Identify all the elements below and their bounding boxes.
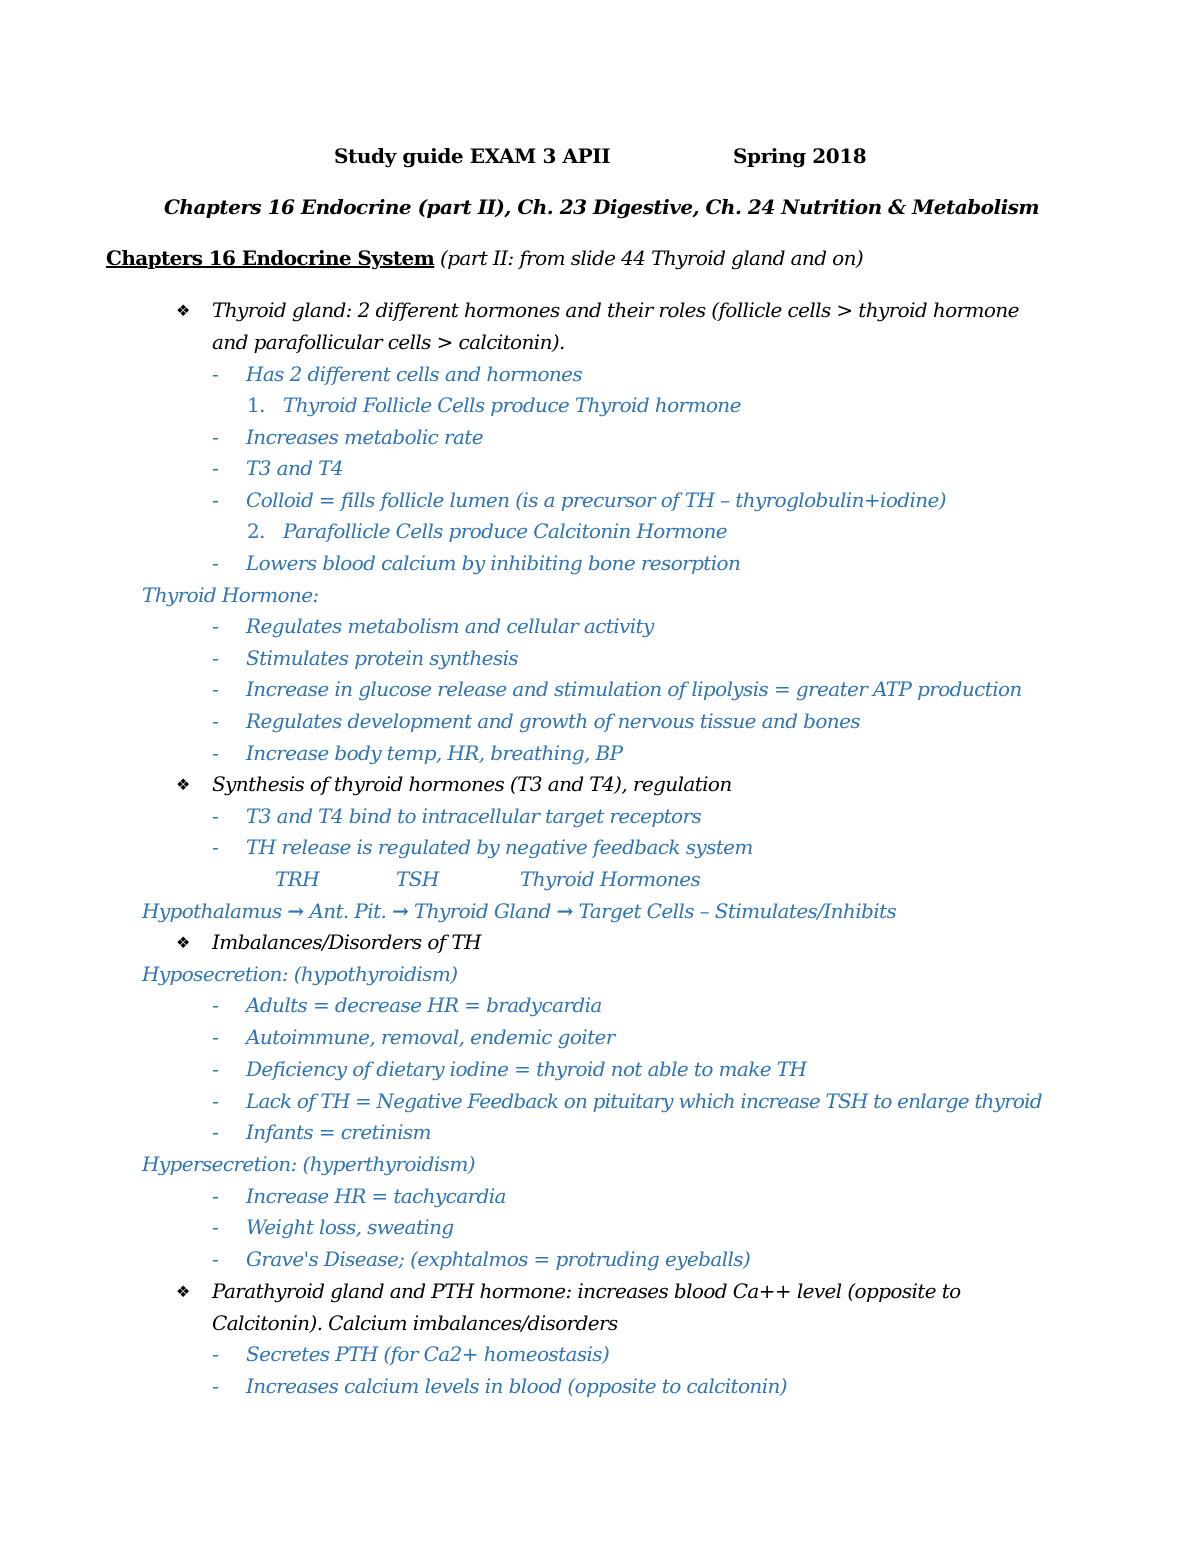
pathway-label-trh: TRH [275,867,320,891]
dash-icon: - [212,1120,219,1144]
bullet-text-line2: Calcitonin). Calcium imbalances/disorders [212,1311,618,1335]
diamond-bullet-icon: ❖ [176,933,190,952]
dash-icon: - [212,741,219,765]
bullet-text-line1: Parathyroid gland and PTH hormone: increases blood Ca++ level (opposite to [212,1279,961,1303]
dash-icon: - [212,993,219,1017]
section-heading: Chapters 16 Endocrine System [106,246,435,270]
dash-icon: - [212,362,219,386]
diamond-bullet-icon: ❖ [176,301,190,320]
dash-icon: - [212,1184,219,1208]
arrow-right-icon: → [556,899,573,923]
dash-icon: - [212,709,219,733]
dash-icon: - [212,488,219,512]
dash-icon: - [212,646,219,670]
pathway-step: Target Cells – Stimulates/Inhibits [578,899,897,923]
dash-icon: - [212,1247,219,1271]
section-heading-row [106,244,863,272]
dash-icon: - [212,614,219,638]
dash-icon: - [212,551,219,575]
dash-icon: - [212,456,219,480]
dash-icon: - [212,835,219,859]
dash-icon: - [212,1215,219,1239]
document-term: Spring 2018 [733,144,867,168]
pathway-step: Hypothalamus [142,899,282,923]
dash-icon: - [212,425,219,449]
diamond-bullet-icon: ❖ [176,775,190,794]
section-heading-note: (part II: from slide 44 Thyroid gland and on) [440,246,864,270]
dash-icon: - [212,1342,219,1366]
document-title: Study guide EXAM 3 APII [334,144,611,168]
dash-icon: - [212,1025,219,1049]
diamond-bullet-icon: ❖ [176,1282,190,1301]
dash-icon: - [212,1374,219,1398]
arrow-right-icon: → [392,899,409,923]
hyposecretion-label: Hyposecretion: (hypothyroidism) [142,962,458,986]
item-number: 2. [247,519,265,543]
hypersecretion-label: Hypersecretion: (hyperthyroidism) [142,1152,475,1176]
pathway-label-th: Thyroid Hormones [520,867,701,891]
thyroid-hormone-label: Thyroid Hormone: [142,583,319,607]
item-number: 1. [247,393,265,417]
feedback-pathway [142,897,896,925]
bullet-text-line2: and parafollicular cells > calcitonin). [212,330,565,354]
dash-icon: - [212,804,219,828]
arrow-right-icon: → [287,899,304,923]
pathway-step: Ant. Pit. [309,899,387,923]
bullet-text-line1: Thyroid gland: 2 different hormones and their roles (follicle cells > thyroid hormone [212,298,1019,322]
dash-icon: - [212,1057,219,1081]
document-subtitle: Chapters 16 Endocrine (part II), Ch. 23 Digestive, Ch. 24 Nutrition & Metabolism [164,195,1040,219]
pathway-label-tsh: TSH [396,867,439,891]
dash-icon: - [212,677,219,701]
pathway-step: Thyroid Gland [414,899,551,923]
dash-icon: - [212,1089,218,1113]
